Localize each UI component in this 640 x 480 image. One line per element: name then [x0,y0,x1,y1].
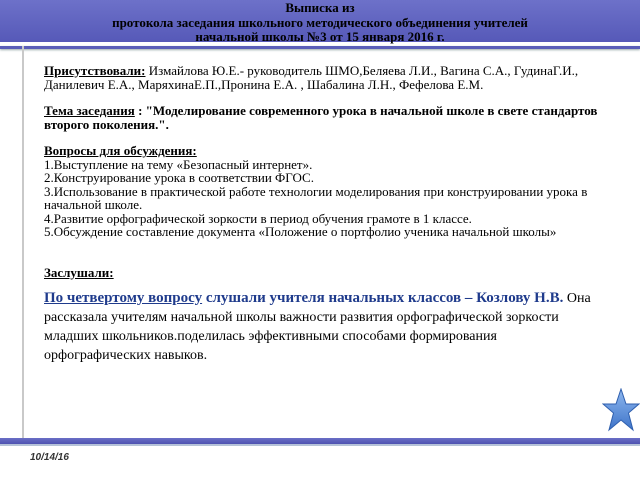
agenda-item: 3.Использование в практической работе технологии моделирования при конструировании урока в начальной школе. [44,183,588,212]
title-line-2: протокола заседания школьного методического объединения учителей [112,14,528,30]
header-divider [0,46,640,49]
heard-label: Заслушали: [44,264,114,280]
left-margin-rule [22,46,24,438]
heard-lead: слушали учителя начальных классов – Козлову Н.В. [202,290,564,306]
topic-label: Тема заседания [44,103,135,118]
star-icon[interactable] [602,388,640,432]
present-section [44,64,604,91]
agenda-section [44,144,604,239]
present-text: Измайлова Ю.Е.- руководитель ШМО,Беляева Л.И., Вагина С.А., ГудинаГ.И., Данилевич Е.А., МаряхинаЕ.П.,Пронина Е.А. , Шабалина Л.Н., Фефелова Е.М. [44,63,579,92]
heard-section [44,266,604,366]
agenda-item: 1.Выступление на тему «Безопасный интернет». [44,156,313,172]
heard-text: Она рассказала учителям начальной школы важности развития орфографической зоркости младших школьников.поделилась эффективными способами формирования орфографических навыков. [44,291,591,363]
title-line-3: начальной школы №3 от 15 января 2016 г. [195,29,445,44]
present-label: Присутствовали: [44,63,146,78]
agenda-item: 2.Конструирование урока в соответствии ФГОС. [44,170,314,185]
slide-content [44,64,604,379]
topic-section [44,104,604,131]
topic-text: : "Моделирование современного урока в начальной школе в свете стандартов второго поколения.". [44,103,598,132]
title-line-1: Выписка из [285,0,355,15]
heard-paragraph [44,289,604,365]
agenda-label: Вопросы для обсуждения: [44,143,197,158]
agenda-item: 5.Обсуждение составление документа «Положение о портфолио ученика начальной школы» [44,224,557,239]
question-reference: По четвертому вопросу [44,290,203,306]
footer-subline [0,444,640,446]
slide-date: 10/14/16 [30,452,69,463]
document-title [0,0,640,46]
agenda-item: 4.Развитие орфографической зоркости в период обучения грамоте в 1 классе. [44,210,472,226]
